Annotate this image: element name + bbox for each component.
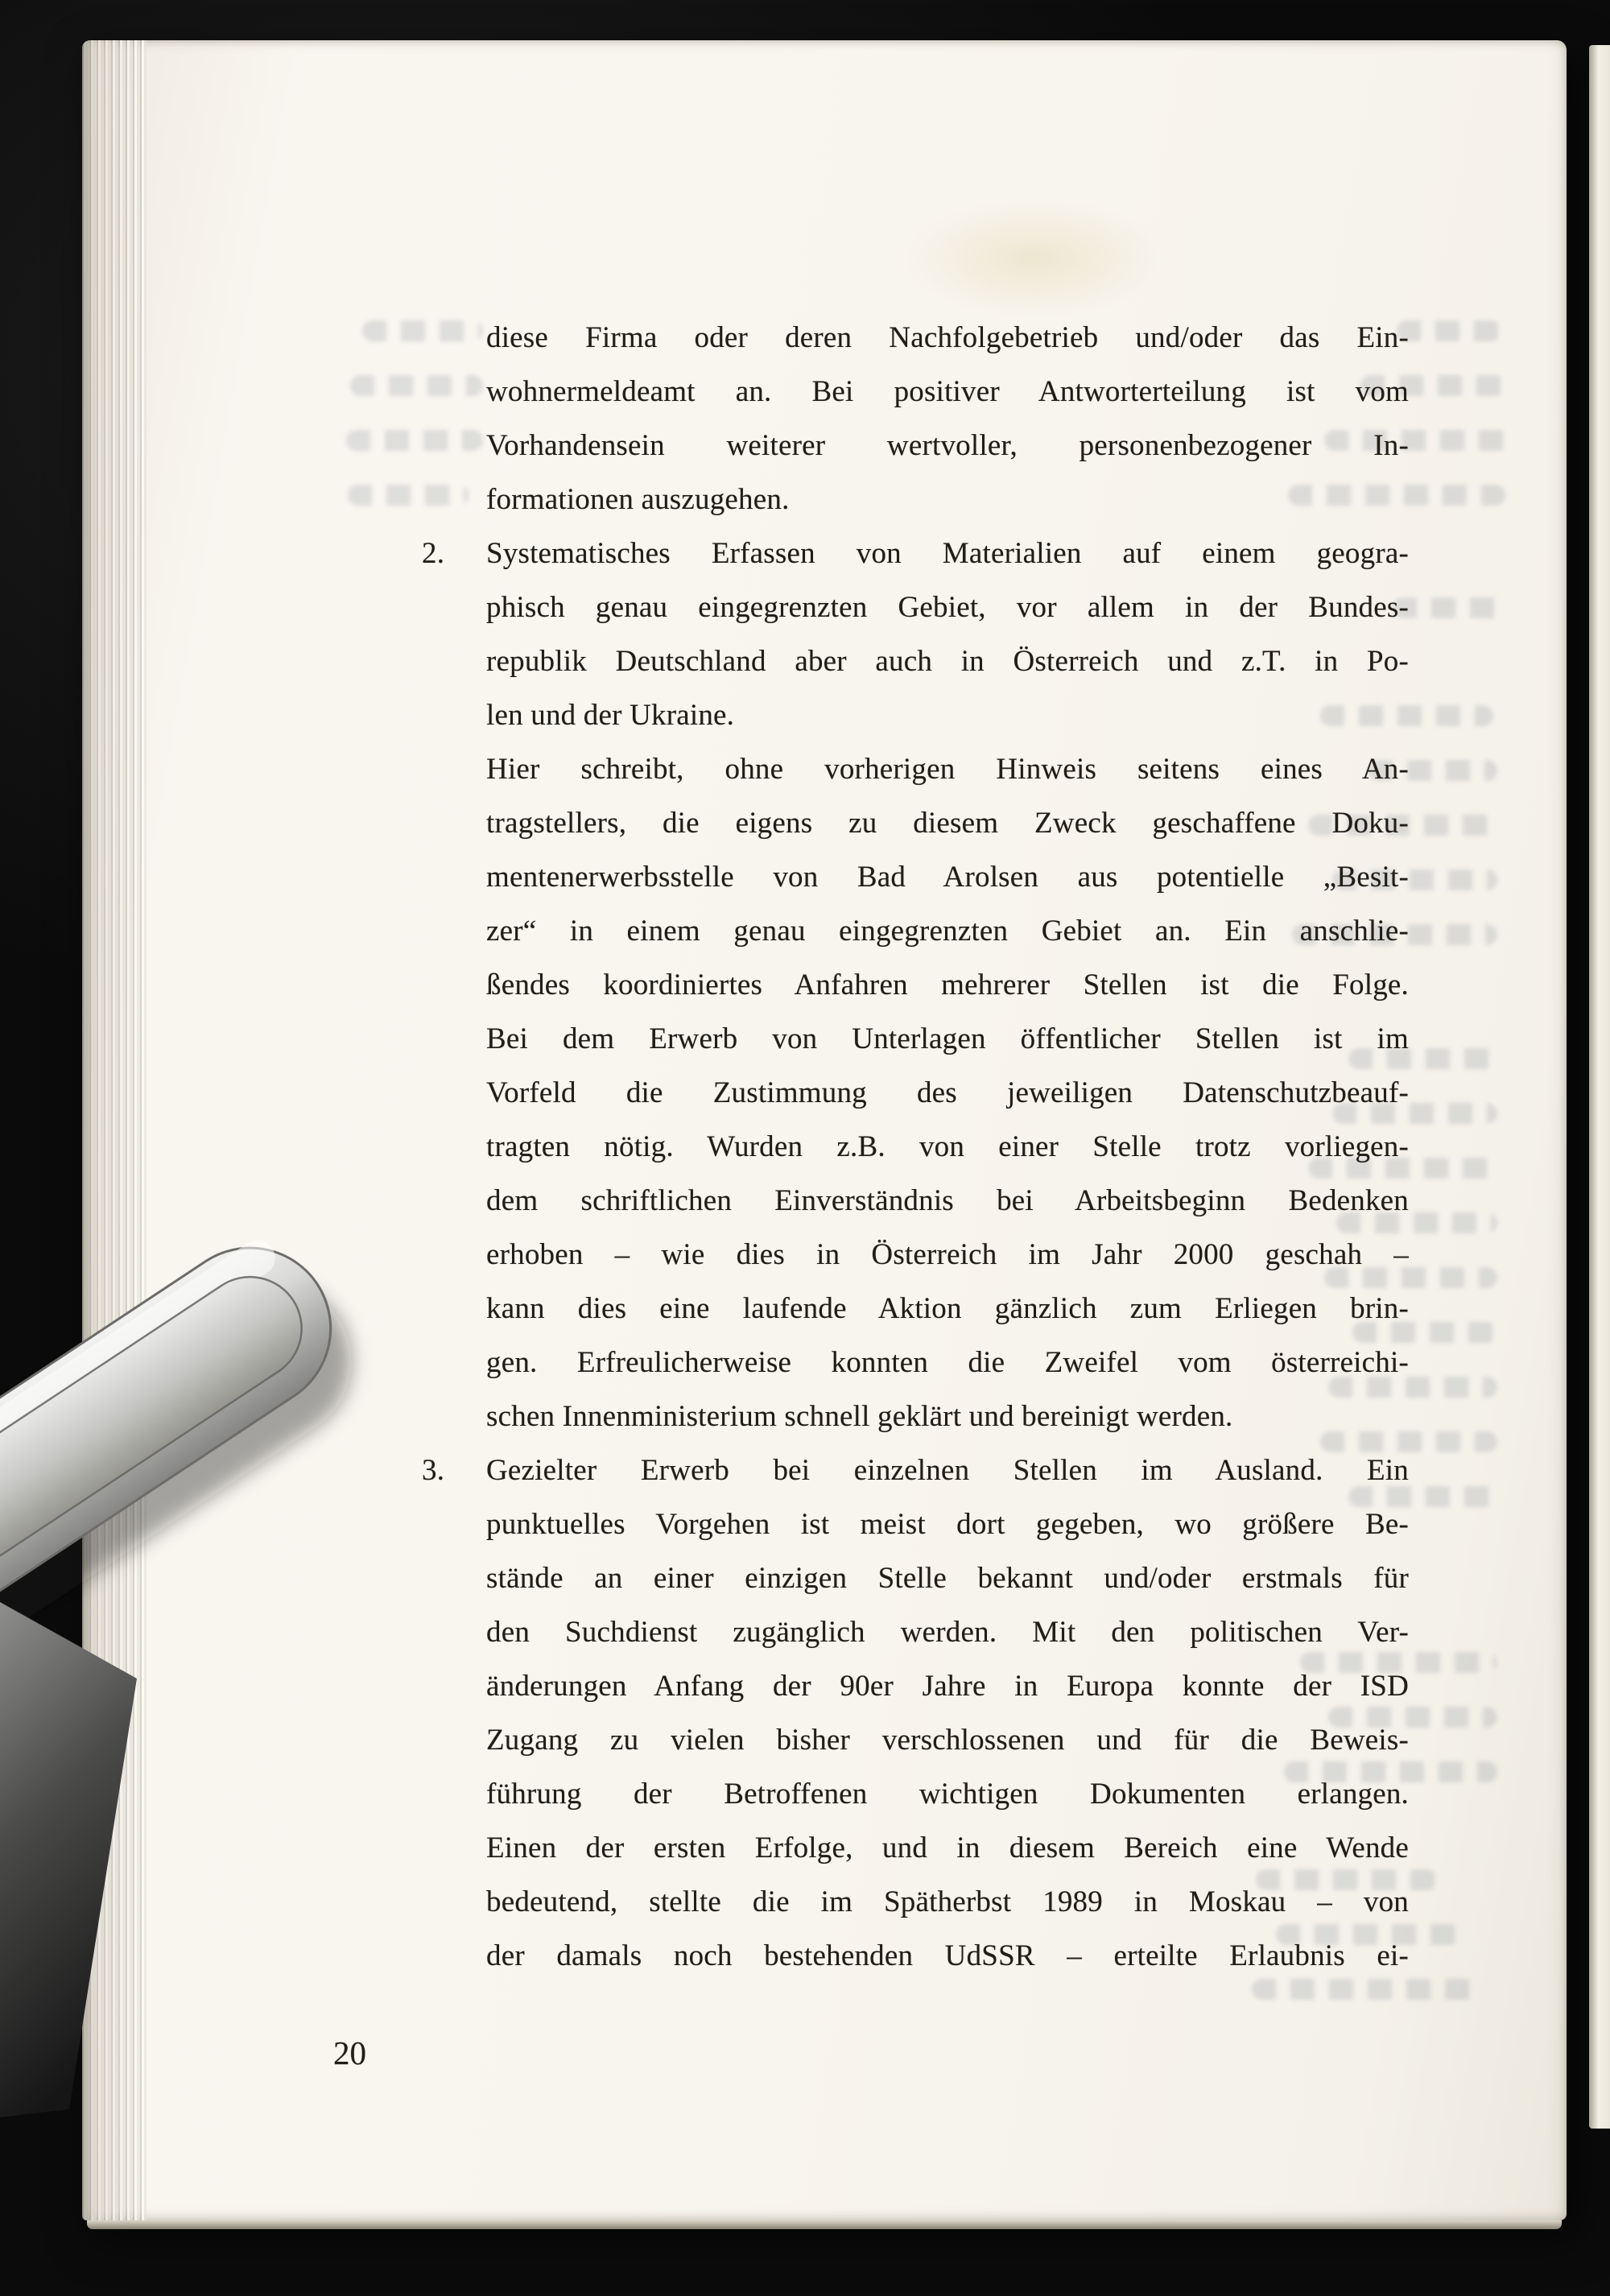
text-line: Bei dem Erwerb von Unterlagen öffentlicher Stellen ist im [486,1022,1409,1055]
text-line: tragten nötig. Wurden z.B. von einer Stelle trotz vorliegen- [486,1130,1409,1163]
clip-lower-arm [0,1602,137,2117]
list-item-number: 3. [422,1454,445,1487]
bleedthrough-artifact [346,430,483,451]
page-number: 20 [333,2034,366,2071]
text-line: den Suchdienst zugänglich werden. Mit den politischen Ver- [486,1616,1409,1649]
page-bottom-edge [87,2220,1562,2229]
text-line: mentenerwerbsstelle von Bad Arolsen aus potentielle „Besit- [486,861,1409,894]
metal-clip [0,1151,414,2125]
text-line: Systematisches Erfassen von Materialien auf einem geogra- [486,537,1409,570]
text-line: len und der Ukraine. [486,699,735,732]
text-line: erhoben – wie dies in Österreich im Jahr 2000 geschah – [486,1238,1409,1271]
bleedthrough-artifact [348,485,469,506]
text-line: Einen der ersten Erfolge, und in diesem Bereich eine Wende [486,1831,1409,1864]
paragraph-block [422,527,1409,742]
text-line: wohnermeldeamt an. Bei positiver Antworterteilung ist vom [486,375,1409,408]
text-line: führung der Betroffenen wichtigen Dokumenten erlangen. [486,1778,1409,1811]
text-line: Vorfeld die Zustimmung des jeweiligen Datenschutzbeauf- [486,1076,1409,1109]
text-line: bedeutend, stellte die im Spätherbst 1989 in Moskau – von [486,1885,1409,1918]
text-line: Zugang zu vielen bisher verschlossenen und für die Beweis- [486,1724,1409,1757]
text-line: ßendes koordiniertes Anfahren mehrerer Stellen ist die Folge. [486,968,1409,1001]
text-line: Vorhandensein weiterer wertvoller, personenbezogener In- [486,429,1409,462]
text-line: diese Firma oder deren Nachfolgebetrieb und/oder das Ein- [486,321,1409,354]
bleedthrough-artifact [350,375,483,396]
bleedthrough-artifact [1397,320,1501,341]
text-line: Gezielter Erwerb bei einzelnen Stellen im Ausland. Ein [486,1454,1409,1487]
bleedthrough-artifact [1393,597,1505,618]
facing-page-edge [1589,45,1610,2129]
text-line: zer“ in einem genau eingegrenzten Gebiet an. Ein anschlie- [486,915,1409,948]
paragraph-block [486,742,1409,1443]
list-item-number: 2. [422,537,445,570]
text-line: gen. Erfreulicherweise konnten die Zweifel vom österreichi- [486,1346,1409,1379]
bleedthrough-artifact [362,320,483,341]
text-line: kann dies eine laufende Aktion gänzlich zum Erliegen brin- [486,1292,1409,1325]
text-line: Hier schreibt, ohne vorherigen Hinweis seitens eines An- [486,753,1409,786]
text-line: änderungen Anfang der 90er Jahre in Europa konnte der ISD [486,1670,1409,1703]
text-line: republik Deutschland aber auch in Österreich und z.T. in Po- [486,645,1409,678]
text-line: punktuelles Vorgehen ist meist dort gegeben, wo größere Be- [486,1508,1409,1541]
text-line: stände an einer einzigen Stelle bekannt und/oder erstmals für [486,1562,1409,1595]
text-line: tragstellers, die eigens zu diesem Zweck geschaffene Doku- [486,807,1409,840]
text-line: dem schriftlichen Einverständnis bei Arbeitsbeginn Bedenken [486,1184,1409,1217]
text-line: formationen auszugehen. [486,483,790,516]
paper-stain [902,198,1167,319]
paragraph-block [422,1443,1409,1983]
text-line: phisch genau eingegrenzten Gebiet, vor allem in der Bundes- [486,591,1409,624]
text-line: schen Innenministerium schnell geklärt und bereinigt werden. [486,1400,1233,1433]
text-block [422,311,1409,1983]
paragraph-block [486,311,1409,527]
text-line: der damals noch bestehenden UdSSR – erteilte Erlaubnis ei- [486,1939,1409,1972]
